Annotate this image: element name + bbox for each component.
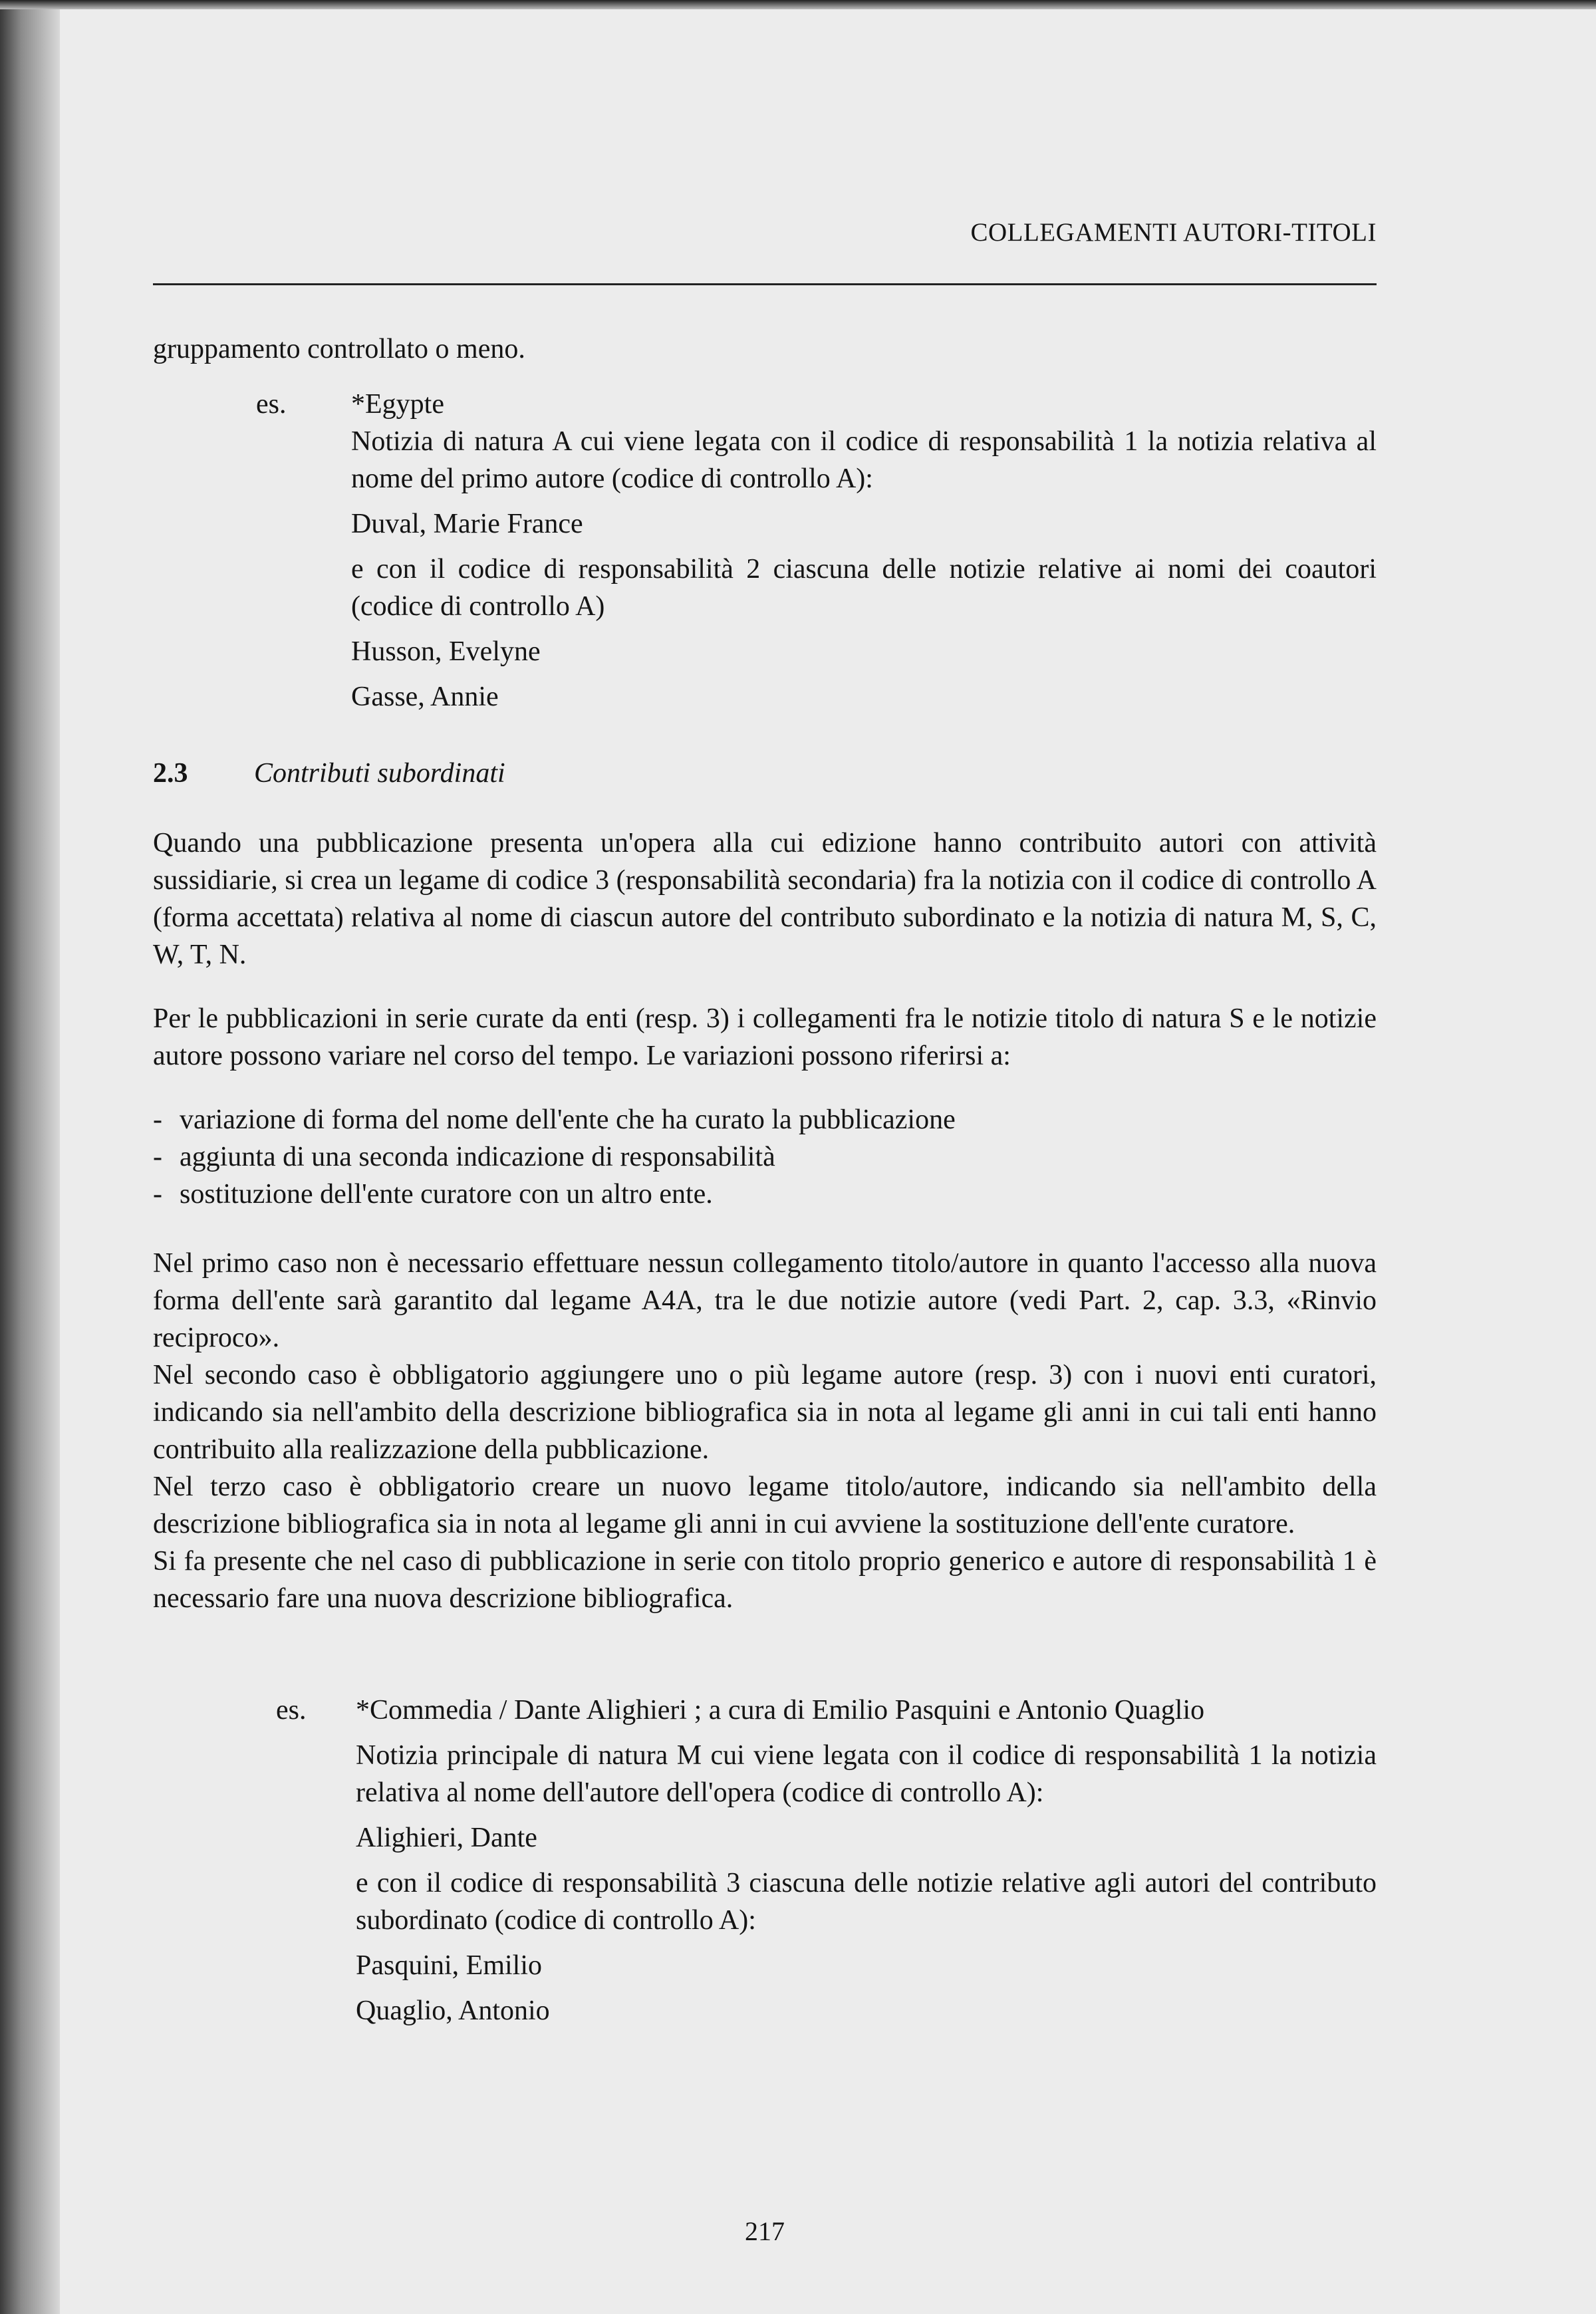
example-paragraph: e con il codice di responsabilità 2 ciascuna delle notizie relative ai nomi dei coautori (codice di controllo A) bbox=[351, 554, 1377, 622]
paragraph: Quando una pubblicazione presenta un'opera alla cui edizione hanno contribuito autori con attività sussidiarie, si crea un legame di codice 3 (responsabilità secondaria) fra la notizia con il codice di controllo A (forma accettata) relativa al nome di ciascun autore del contributo subordinato e la notizia di natura M, S, C, W, T, N. bbox=[153, 828, 1377, 970]
paragraph: Per le pubblicazioni in serie curate da enti (resp. 3) i collegamenti fra le notizie titolo di natura S e le notizie autore possono variare nel corso del tempo. Le variazioni possono riferirsi a: bbox=[153, 1003, 1377, 1071]
example-label: es. bbox=[256, 389, 287, 420]
author-entry: Quaglio, Antonio bbox=[356, 1995, 550, 2026]
example-label: es. bbox=[276, 1695, 307, 1726]
example-paragraph: Notizia di natura A cui viene legata con il codice di responsabilità 1 la notizia relativa al nome del primo autore (codice di controllo A): bbox=[351, 426, 1377, 494]
list-item: - sostituzione dell'ente curatore con un altro ente. bbox=[153, 1179, 713, 1210]
example-paragraph: e con il codice di responsabilità 3 ciascuna delle notizie relative agli autori del contributo subordinato (codice di controllo A): bbox=[356, 1868, 1377, 1936]
example-title: *Egypte bbox=[351, 389, 444, 420]
variation-list bbox=[153, 1101, 1377, 1213]
section-number: 2.3 bbox=[153, 758, 188, 789]
paragraph: Nel secondo caso è obbligatorio aggiungere uno o più legame autore (resp. 3) con i nuovi enti curatori, indicando sia nell'ambito della descrizione bibliografica sia in nota al legame gli anni in cui tali enti hanno contribuito alla realizzazione della pubblicazione. bbox=[153, 1360, 1377, 1465]
document-page bbox=[153, 0, 1377, 2314]
section-title: Contributi subordinati bbox=[254, 758, 505, 789]
body-text bbox=[153, 825, 1377, 1617]
example-body bbox=[356, 1692, 1377, 2029]
author-entry: Pasquini, Emilio bbox=[356, 1950, 543, 1981]
page-number: 217 bbox=[745, 2216, 785, 2246]
intro-line: gruppamento controllato o meno. bbox=[153, 334, 525, 364]
running-head: COLLEGAMENTI AUTORI-TITOLI bbox=[970, 218, 1377, 247]
author-entry: Gasse, Annie bbox=[351, 682, 499, 712]
example-title: *Commedia / Dante Alighieri ; a cura di Emilio Pasquini e Antonio Quaglio bbox=[356, 1695, 1205, 1726]
paragraph: Nel terzo caso è obbligatorio creare un nuovo legame titolo/autore, indicando sia nell'ambito della descrizione bibliografica sia in nota al legame gli anni in cui avviene la sostituzione dell'ente curatore. bbox=[153, 1472, 1377, 1539]
list-item: - variazione di forma del nome dell'ente che ha curato la pubblicazione bbox=[153, 1104, 956, 1135]
header-rule bbox=[153, 283, 1377, 285]
author-entry: Alighieri, Dante bbox=[356, 1823, 537, 1853]
example-body bbox=[351, 386, 1377, 715]
author-entry: Duval, Marie France bbox=[351, 509, 583, 539]
author-entry: Husson, Evelyne bbox=[351, 636, 541, 667]
example-paragraph: Notizia principale di natura M cui viene legata con il codice di responsabilità 1 la notizia relativa al nome dell'autore dell'opera (codice di controllo A): bbox=[356, 1740, 1377, 1808]
binding-shadow bbox=[0, 0, 60, 2314]
paragraph: Nel primo caso non è necessario effettuare nessun collegamento titolo/autore in quanto l'accesso alla nuova forma dell'ente sarà garantito dal legame A4A, tra le due notizie autore (vedi Part. 2, cap. 3.3, «Rinvio reciproco». bbox=[153, 1248, 1377, 1353]
paragraph: Si fa presente che nel caso di pubblicazione in serie con titolo proprio generico e autore di responsabilità 1 è necessario fare una nuova descrizione bibliografica. bbox=[153, 1546, 1377, 1614]
list-item: - aggiunta di una seconda indicazione di responsabilità bbox=[153, 1142, 775, 1172]
